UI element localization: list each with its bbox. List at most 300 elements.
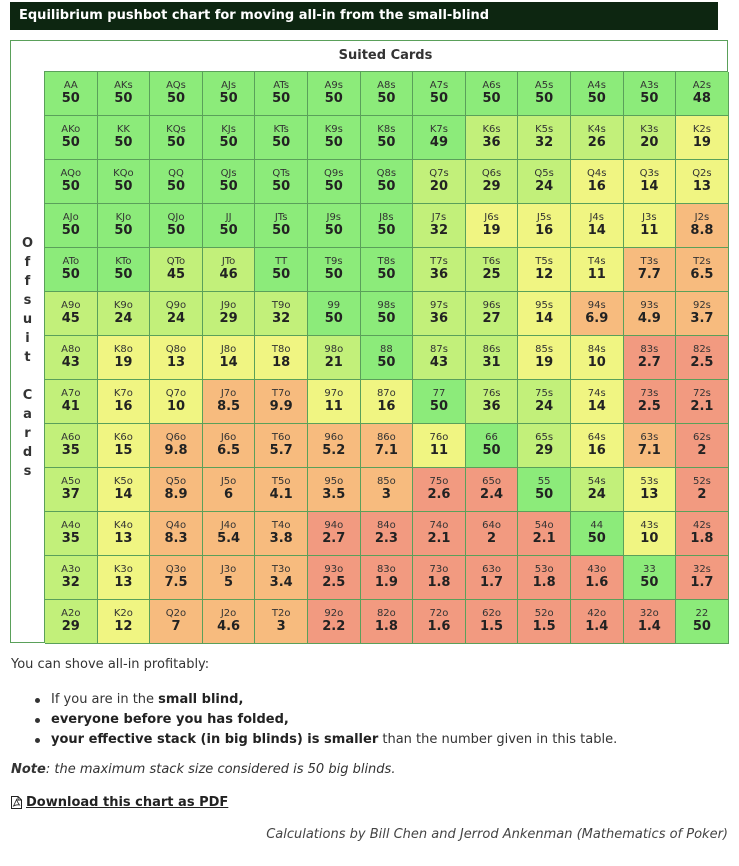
hand-name: T2s: [693, 256, 711, 268]
stack-value: 2.1: [532, 530, 556, 546]
hand-cell: [466, 380, 519, 424]
hand-cell: [45, 116, 98, 160]
hand-name: 53s: [640, 476, 659, 488]
stack-value: 50: [482, 442, 501, 458]
hand-cell: [571, 160, 624, 204]
hand-name: K5s: [535, 124, 554, 136]
stack-value: 36: [482, 398, 501, 414]
hand-cell: [255, 556, 308, 600]
hand-cell: [150, 380, 203, 424]
condition-item: your effective stack (in big blinds) is smaller than the number given in this table.: [51, 730, 617, 750]
hand-name: T5o: [271, 476, 291, 488]
hand-name: AJo: [62, 212, 79, 224]
hand-cell: [203, 204, 256, 248]
hand-name: A7s: [429, 80, 449, 92]
stack-value: 50: [114, 134, 133, 150]
hand-cell: [518, 380, 571, 424]
offsuit-label-letter: a: [23, 406, 32, 422]
hand-cell: [466, 292, 519, 336]
stack-value: 37: [61, 486, 80, 502]
hand-name: AKs: [114, 80, 133, 92]
hand-cell: [571, 600, 624, 644]
stack-value: 50: [377, 310, 396, 326]
hand-name: 87s: [429, 344, 448, 356]
hand-name: QJs: [220, 168, 237, 180]
hand-name: AA: [63, 80, 78, 92]
hand-cell: [150, 204, 203, 248]
hand-name: K5o: [113, 476, 133, 488]
hand-cell: [624, 72, 677, 116]
hand-cell: [518, 204, 571, 248]
hand-name: 33: [642, 564, 656, 576]
stack-value: 50: [429, 90, 448, 106]
condition-item: If you are in the small blind,: [51, 690, 617, 710]
hand-cell: [150, 72, 203, 116]
stack-value: 1.8: [532, 574, 556, 590]
hand-cell: [413, 556, 466, 600]
hand-name: Q5s: [534, 168, 554, 180]
hand-cell: [255, 160, 308, 204]
stack-value: 26: [587, 134, 606, 150]
hand-name: 54o: [534, 520, 554, 532]
stack-value: 50: [429, 398, 448, 414]
hand-cell: [203, 600, 256, 644]
hand-cell: [45, 248, 98, 292]
stack-value: 50: [535, 486, 554, 502]
hand-name: J5o: [220, 476, 237, 488]
hand-cell: [624, 512, 677, 556]
hand-name: 93s: [640, 300, 659, 312]
hand-name: 73s: [640, 388, 659, 400]
hand-cell: [98, 556, 151, 600]
stack-value: 8.5: [217, 398, 241, 414]
hand-name: 72s: [692, 388, 711, 400]
hand-name: T7o: [271, 388, 291, 400]
hand-name: 65s: [535, 432, 554, 444]
stack-value: 1.4: [637, 618, 661, 634]
stack-value: 50: [219, 90, 238, 106]
hand-name: 42s: [692, 520, 711, 532]
hand-cell: [203, 72, 256, 116]
stack-value: 50: [114, 90, 133, 106]
condition-item: everyone before you has folded,: [51, 710, 617, 730]
download-label[interactable]: Download this chart as PDF: [26, 795, 229, 810]
hand-cell: [466, 556, 519, 600]
hand-cell: [308, 72, 361, 116]
hand-cell: [203, 336, 256, 380]
hand-cell: [624, 248, 677, 292]
stack-value: 32: [61, 574, 80, 590]
hand-name: 87o: [376, 388, 396, 400]
hand-cell: [45, 512, 98, 556]
hand-cell: [466, 468, 519, 512]
hand-name: 86s: [482, 344, 501, 356]
hand-name: AQs: [166, 80, 186, 92]
stack-value: 9.8: [164, 442, 188, 458]
hand-cell: [676, 204, 729, 248]
hand-name: Q3s: [639, 168, 660, 180]
hand-name: J9s: [326, 212, 342, 224]
hand-cell: [518, 72, 571, 116]
stack-value: 21: [324, 354, 343, 370]
hand-cell: [676, 468, 729, 512]
stack-value: 50: [324, 222, 343, 238]
hand-cell: [203, 424, 256, 468]
hand-cell: [45, 600, 98, 644]
hand-name: 44: [590, 520, 604, 532]
stack-value: 11: [429, 442, 448, 458]
stack-value: 35: [61, 442, 80, 458]
hand-name: 98o: [324, 344, 344, 356]
hand-cell: [413, 512, 466, 556]
hand-name: A3o: [61, 564, 81, 576]
hand-name: T7s: [430, 256, 448, 268]
stack-value: 50: [114, 266, 133, 282]
hand-name: 86o: [376, 432, 396, 444]
hand-cell: [150, 468, 203, 512]
hand-cell: [518, 248, 571, 292]
hand-cell: [45, 336, 98, 380]
hand-name: J8s: [379, 212, 394, 224]
hand-name: 97o: [324, 388, 344, 400]
stack-value: 11: [640, 222, 659, 238]
stack-value: 50: [482, 90, 501, 106]
hand-cell: [255, 424, 308, 468]
hand-name: Q6o: [165, 432, 187, 444]
hand-name: KQs: [166, 124, 186, 136]
hand-cell: [466, 512, 519, 556]
stack-value: 11: [587, 266, 606, 282]
hand-name: K4s: [587, 124, 606, 136]
hand-name: 96s: [482, 300, 501, 312]
stack-value: 50: [587, 530, 606, 546]
hand-cell: [676, 424, 729, 468]
hand-cell: [203, 512, 256, 556]
hand-name: Q9s: [324, 168, 344, 180]
offsuit-label-letter: u: [22, 311, 33, 327]
hand-cell: [624, 160, 677, 204]
hand-cell: [45, 72, 98, 116]
stack-value: 19: [535, 354, 554, 370]
hand-name: 55: [537, 476, 551, 488]
hand-name: A8o: [61, 344, 81, 356]
hand-cell: [518, 116, 571, 160]
stack-value: 2.5: [322, 574, 346, 590]
hand-cell: [361, 556, 414, 600]
hand-name: T6s: [482, 256, 501, 268]
hand-cell: [45, 292, 98, 336]
hand-cell: [466, 424, 519, 468]
hand-name: 93o: [324, 564, 344, 576]
offsuit-label-letter: s: [23, 292, 32, 308]
pushbot-chart: [10, 40, 728, 643]
hand-cell: [203, 380, 256, 424]
hand-name: 54s: [587, 476, 606, 488]
hand-name: K7o: [113, 388, 133, 400]
hand-name: A9s: [324, 80, 343, 92]
hand-name: JTo: [221, 256, 236, 268]
hand-cell: [98, 248, 151, 292]
hand-name: T8o: [271, 344, 291, 356]
offsuit-label-letter: O: [21, 235, 34, 251]
stack-value: 25: [482, 266, 501, 282]
hand-cell: [361, 512, 414, 556]
hand-cell: [676, 336, 729, 380]
stack-value: 50: [324, 178, 343, 194]
offsuit-label-letter: s: [23, 463, 32, 479]
stack-value: 36: [429, 266, 448, 282]
hand-name: K6s: [482, 124, 501, 136]
stack-value: 13: [640, 486, 659, 502]
stack-value: 50: [324, 90, 343, 106]
hand-cell: [518, 512, 571, 556]
hand-name: 98s: [377, 300, 396, 312]
hand-cell: [98, 424, 151, 468]
stack-value: 50: [377, 178, 396, 194]
hand-name: A7o: [61, 388, 81, 400]
hand-cell: [308, 336, 361, 380]
hand-cell: [466, 248, 519, 292]
hand-name: 76s: [482, 388, 501, 400]
hand-cell: [150, 248, 203, 292]
stack-value: 14: [640, 178, 659, 194]
stack-value: 5.2: [322, 442, 346, 458]
hand-cell: [98, 336, 151, 380]
stack-value: 50: [377, 134, 396, 150]
stack-value: 50: [219, 222, 238, 238]
hand-cell: [308, 292, 361, 336]
hand-name: 73o: [429, 564, 449, 576]
stack-value: 29: [482, 178, 501, 194]
stack-value: 32: [272, 310, 291, 326]
stack-value: 50: [535, 90, 554, 106]
hand-cell: [676, 380, 729, 424]
stack-value: 50: [166, 222, 186, 238]
hand-name: KJs: [221, 124, 236, 136]
hand-cell: [518, 424, 571, 468]
hand-name: A8s: [377, 80, 396, 92]
hand-cell: [150, 336, 203, 380]
hand-cell: [361, 204, 414, 248]
stack-value: 16: [377, 398, 396, 414]
hand-name: KK: [116, 124, 130, 136]
hand-cell: [413, 160, 466, 204]
hand-cell: [624, 380, 677, 424]
stack-value: 1.6: [427, 618, 451, 634]
download-pdf-link[interactable]: [11, 795, 228, 810]
credit-text: Calculations by Bill Chen and Jerrod Ankenman (Mathematics of Poker): [266, 827, 728, 842]
stack-value: 50: [324, 266, 343, 282]
hand-name: T4o: [271, 520, 291, 532]
hand-cell: [203, 248, 256, 292]
stack-value: 14: [535, 310, 554, 326]
hand-name: 95s: [535, 300, 554, 312]
hand-cell: [255, 512, 308, 556]
hand-name: Q9o: [165, 300, 187, 312]
hand-cell: [45, 424, 98, 468]
hand-cell: [45, 160, 98, 204]
stack-value: 50: [640, 90, 659, 106]
stack-value: 27: [482, 310, 501, 326]
hand-cell: [518, 292, 571, 336]
hand-name: ATo: [62, 256, 80, 268]
stack-value: 32: [535, 134, 554, 150]
stack-value: 10: [166, 398, 186, 414]
stack-value: 49: [429, 134, 448, 150]
hand-name: 82s: [692, 344, 711, 356]
stack-value: 18: [272, 354, 291, 370]
stack-value: 4.1: [269, 486, 293, 502]
hand-name: 82o: [376, 608, 396, 620]
hand-cell: [413, 292, 466, 336]
hand-cell: [624, 600, 677, 644]
stack-value: 50: [640, 574, 659, 590]
hand-cell: [45, 468, 98, 512]
stack-value: 19: [114, 354, 133, 370]
hand-name: A4s: [587, 80, 606, 92]
hand-cell: [571, 204, 624, 248]
hand-cell: [150, 600, 203, 644]
hand-name: 22: [695, 608, 709, 620]
hand-cell: [361, 292, 414, 336]
stack-value: 1.4: [585, 618, 609, 634]
pdf-file-icon: [11, 796, 22, 809]
hand-name: J6o: [220, 432, 237, 444]
stack-value: 12: [114, 618, 133, 634]
hand-cell: [255, 468, 308, 512]
stack-value: 1.7: [690, 574, 714, 590]
hand-name: 97s: [429, 300, 448, 312]
hand-name: 52o: [534, 608, 554, 620]
stack-value: 50: [692, 618, 711, 634]
stack-value: 36: [482, 134, 501, 150]
stack-value: 50: [324, 310, 343, 326]
hand-name: Q7o: [165, 388, 187, 400]
hand-cell: [571, 512, 624, 556]
hand-name: J8o: [220, 344, 237, 356]
hand-cell: [676, 116, 729, 160]
stack-value: 16: [535, 222, 554, 238]
hand-name: 63o: [482, 564, 501, 576]
hand-cell: [466, 336, 519, 380]
stack-value: 8.3: [164, 530, 188, 546]
hand-cell: [624, 468, 677, 512]
stack-value: 5.4: [217, 530, 241, 546]
hand-name: T2o: [271, 608, 291, 620]
hand-cell: [308, 160, 361, 204]
hand-name: T5s: [535, 256, 553, 268]
stack-value: 14: [114, 486, 133, 502]
hand-name: 74o: [429, 520, 449, 532]
hand-cell: [413, 424, 466, 468]
hand-name: 32o: [639, 608, 659, 620]
stack-value: 50: [587, 90, 606, 106]
hand-name: J2s: [694, 212, 710, 224]
stack-value: 50: [61, 178, 80, 194]
stack-value: 14: [587, 398, 606, 414]
hand-cell: [361, 336, 414, 380]
stack-value: 4.6: [217, 618, 241, 634]
hand-cell: [676, 600, 729, 644]
stack-value: 2: [697, 442, 707, 458]
stack-value: 9.9: [269, 398, 293, 414]
stack-value: 20: [429, 178, 448, 194]
stack-value: 4.9: [637, 310, 661, 326]
hand-name: Q5o: [165, 476, 187, 488]
hand-name: JTs: [274, 212, 288, 224]
stack-value: 41: [61, 398, 80, 414]
hand-name: KJo: [115, 212, 132, 224]
hand-cell: [571, 380, 624, 424]
hand-name: A5s: [534, 80, 554, 92]
hand-name: 75s: [535, 388, 554, 400]
hand-cell: [150, 160, 203, 204]
hand-name: 43o: [587, 564, 607, 576]
hand-cell: [518, 336, 571, 380]
stack-value: 2.1: [427, 530, 451, 546]
hand-cell: [676, 556, 729, 600]
stack-value: 36: [429, 310, 448, 326]
stack-value: 50: [61, 266, 80, 282]
stack-value: 1.8: [374, 618, 398, 634]
hand-name: Q8s: [376, 168, 397, 180]
hand-cell: [676, 248, 729, 292]
hand-name: K7s: [429, 124, 449, 136]
hand-cell: [361, 248, 414, 292]
note-text: Note: the maximum stack size considered is 50 big blinds.: [11, 762, 396, 777]
hand-cell: [361, 116, 414, 160]
stack-value: 50: [61, 90, 80, 106]
hand-name: AQo: [60, 168, 82, 180]
stack-value: 3.5: [322, 486, 346, 502]
hand-cell: [98, 292, 151, 336]
hand-name: 64s: [587, 432, 606, 444]
hand-name: Q4s: [587, 168, 607, 180]
hand-cell: [308, 116, 361, 160]
hand-cell: [624, 336, 677, 380]
stack-value: 2: [697, 486, 707, 502]
hand-name: 83s: [640, 344, 659, 356]
hand-name: A6s: [482, 80, 501, 92]
stack-value: 24: [587, 486, 606, 502]
stack-value: 13: [692, 178, 711, 194]
hand-name: 53o: [534, 564, 554, 576]
hand-name: Q8o: [165, 344, 187, 356]
hand-name: K2s: [692, 124, 711, 136]
intro-text: You can shove all-in profitably:: [11, 657, 210, 672]
hand-name: J3s: [642, 212, 657, 224]
hand-cell: [45, 380, 98, 424]
hand-name: KQo: [113, 168, 134, 180]
stack-value: 50: [166, 134, 186, 150]
hand-name: 92o: [324, 608, 344, 620]
hand-cell: [255, 72, 308, 116]
stack-value: 43: [429, 354, 448, 370]
hand-cell: [150, 116, 203, 160]
hand-name: KTs: [273, 124, 289, 136]
hand-cell: [413, 116, 466, 160]
hand-cell: [518, 468, 571, 512]
stack-value: 45: [61, 310, 80, 326]
hand-name: 94o: [324, 520, 344, 532]
chart-title: Equilibrium pushbot chart for moving all-in from the small-blind: [10, 2, 718, 30]
stack-value: 50: [61, 222, 80, 238]
stack-value: 2.5: [690, 354, 714, 370]
hand-cell: [150, 292, 203, 336]
stack-value: 11: [324, 398, 343, 414]
hand-cell: [308, 424, 361, 468]
stack-value: 50: [377, 222, 396, 238]
